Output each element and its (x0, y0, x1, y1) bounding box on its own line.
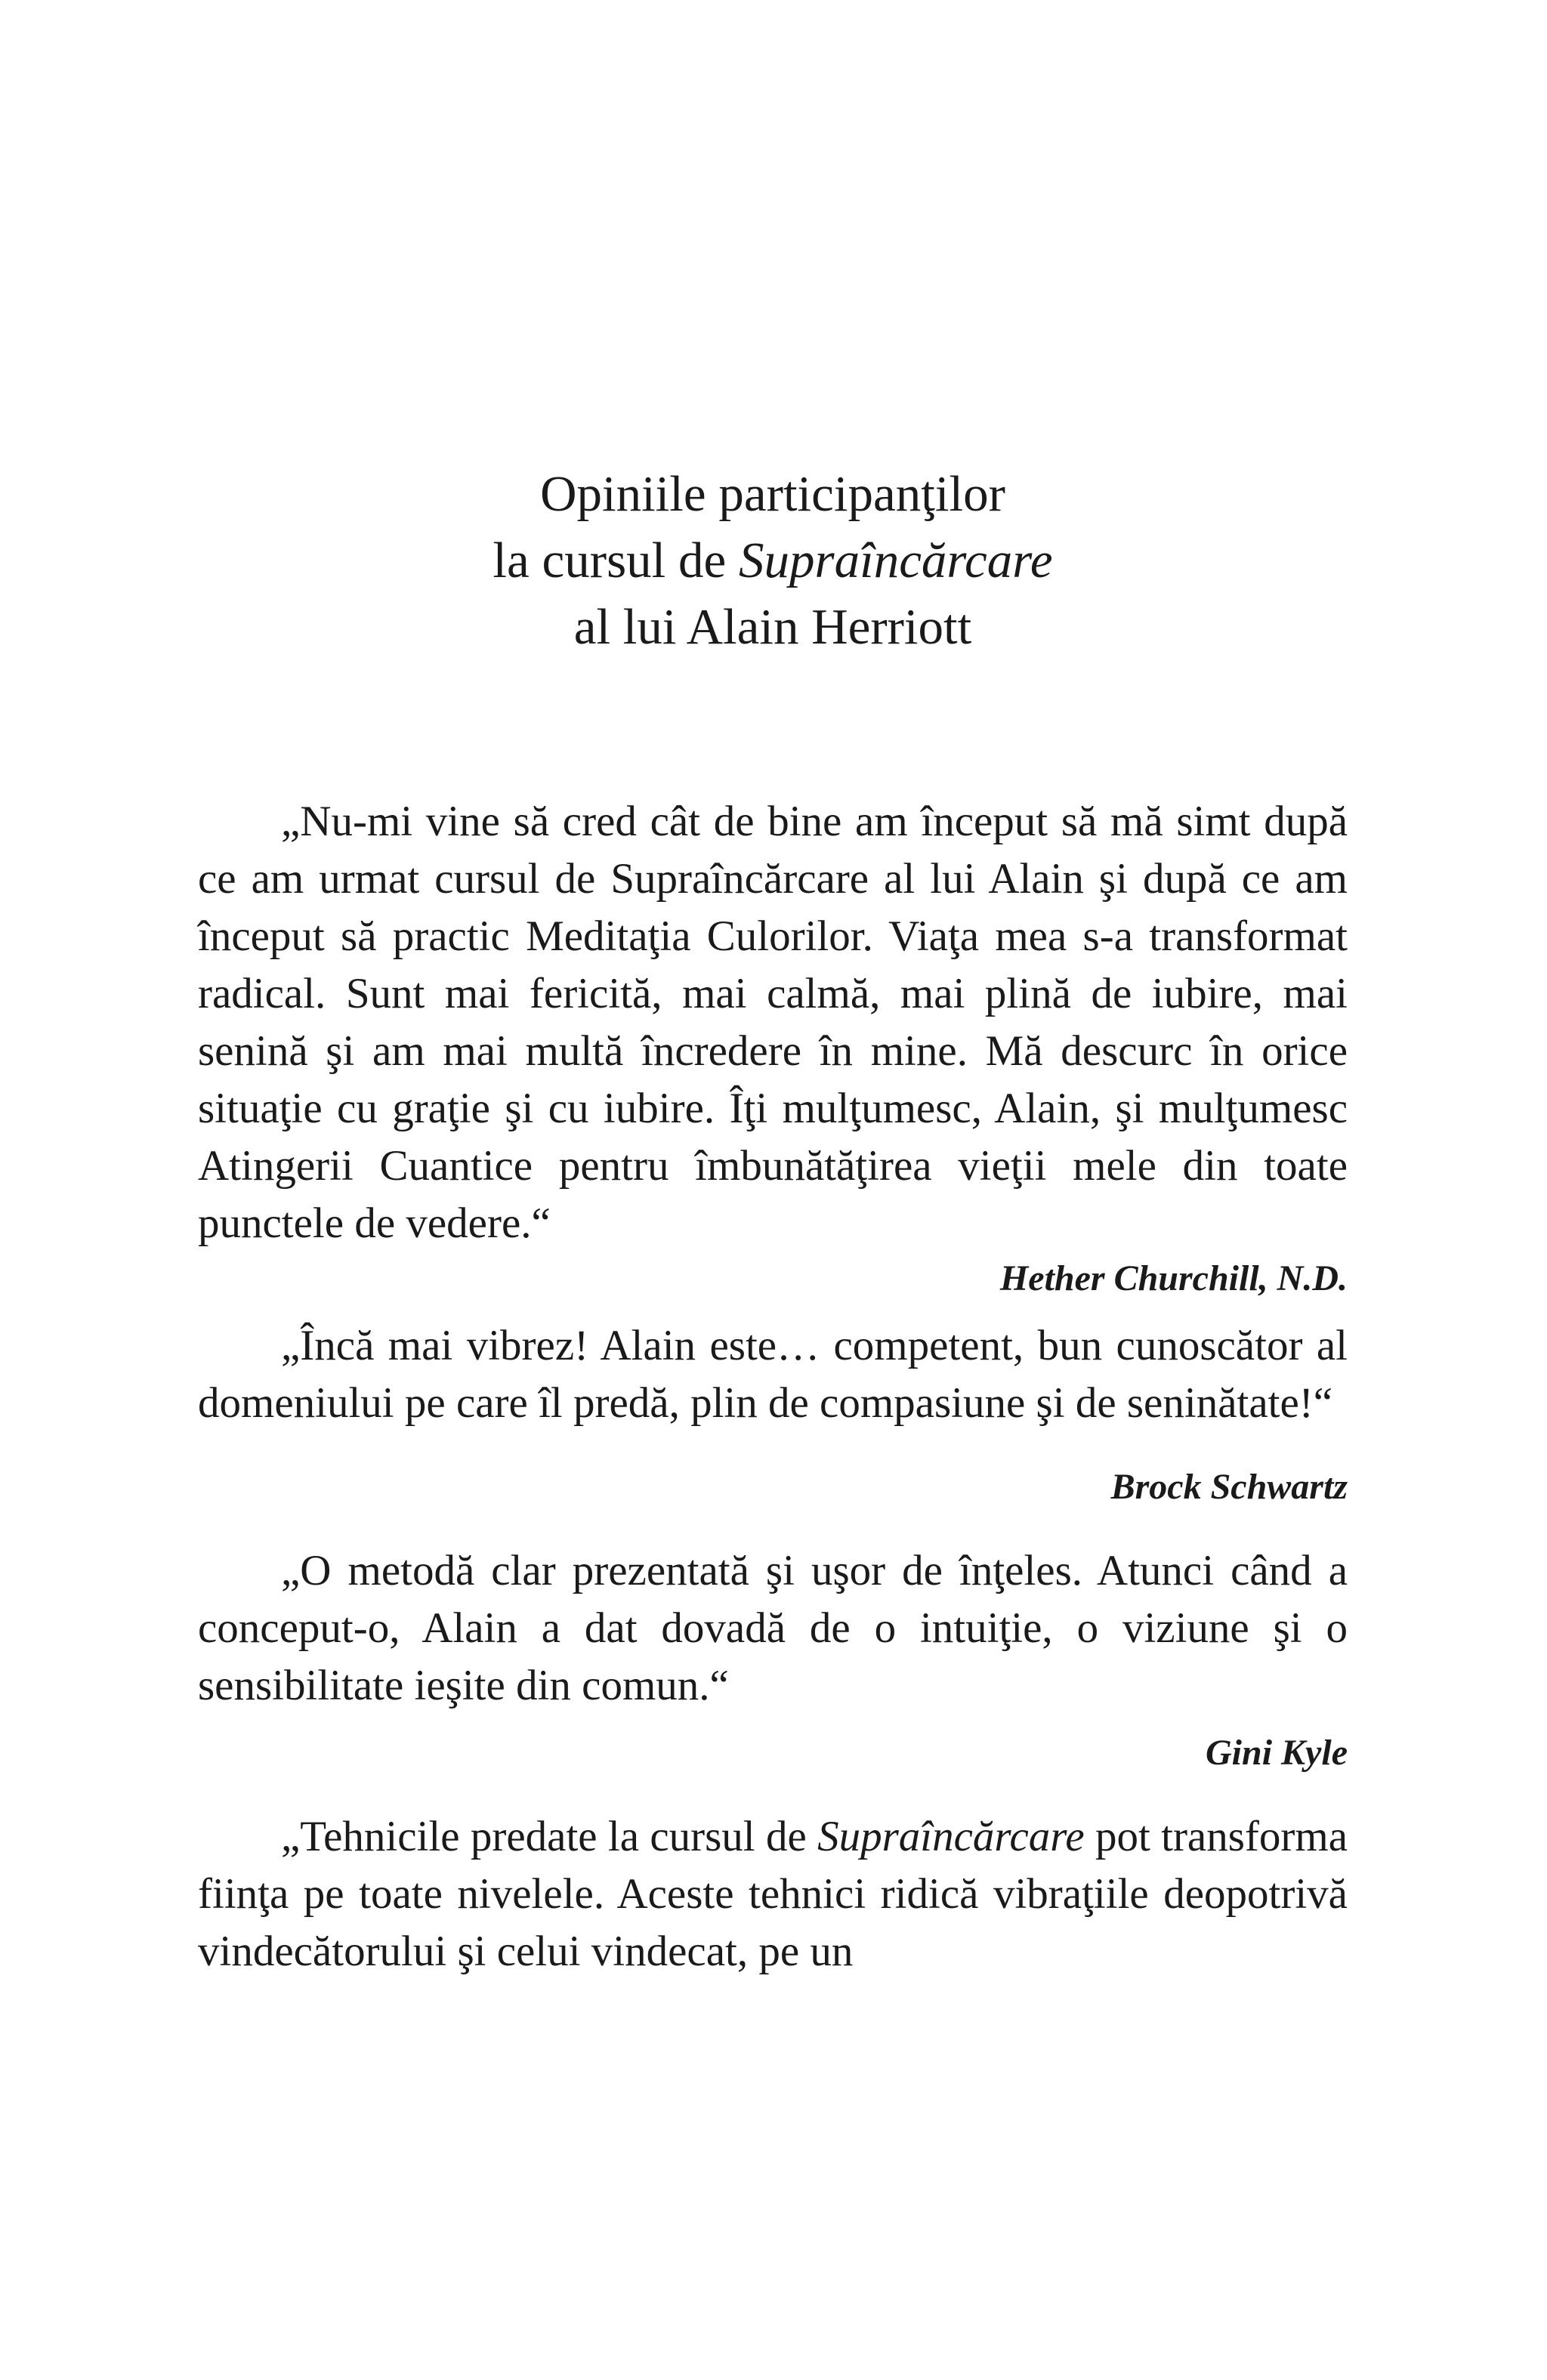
testimonial-author: Brock Schwartz (1110, 1467, 1348, 1507)
page-title (198, 461, 1348, 660)
testimonial-author: Hether Churchill, N.D. (999, 1258, 1348, 1298)
testimonial-text: „Nu-mi vine să cred cât de bine am început să mă simt după ce am urmat cursul de Supraîncărcare al lui Alain şi după ce am început să practic Meditaţia Culorilor. Viaţa mea s-a transformat radical. Sunt mai fericită, mai calmă, mai plină de iubire, mai senină şi am mai multă încredere în mine. Mă descurc în orice situaţie cu graţie şi cu iubire. Îţi mulţumesc, Alain, şi mulţumesc Atingerii Cuantice pentru îmbunătăţirea vieţii mele din toate punctele de vedere.“ (198, 798, 1348, 1247)
testimonial-text (198, 1808, 1348, 1980)
book-page (198, 0, 1348, 2380)
testimonial-text-suffix: pot transforma fiinţa pe toate nivelele. Aceste tehnici ridică vibraţiile deopotrivă vindecătorului şi celui vindecat, pe un (198, 1813, 1348, 1975)
title-line-1: Opiniile participanţilor (540, 466, 1005, 522)
testimonial-text-italic: Supraîncărcare (817, 1813, 1085, 1860)
testimonial-text: „Încă mai vibrez! Alain este… competent, bun cunoscător al domeniului pe care îl predă, plin de compasiune şi de seninătate!“ (198, 1322, 1348, 1427)
testimonials-body (198, 793, 1348, 1980)
title-line-2 (198, 527, 1348, 594)
testimonial-text: „O metodă clar prezentată şi uşor de înţeles. Atunci când a conceput-o, Alain a dat dovadă de o intuiţie, o viziune şi o sensibilitate ieşite din comun.“ (198, 1547, 1348, 1709)
title-line-3: al lui Alain Herriott (573, 599, 972, 655)
testimonial-author: Gini Kyle (1206, 1733, 1348, 1773)
title-line-2-prefix: la cursul de (493, 532, 739, 588)
testimonial-text-prefix: „Tehnicile predate la cursul de (281, 1813, 818, 1860)
title-line-2-italic: Supraîncărcare (739, 532, 1053, 588)
